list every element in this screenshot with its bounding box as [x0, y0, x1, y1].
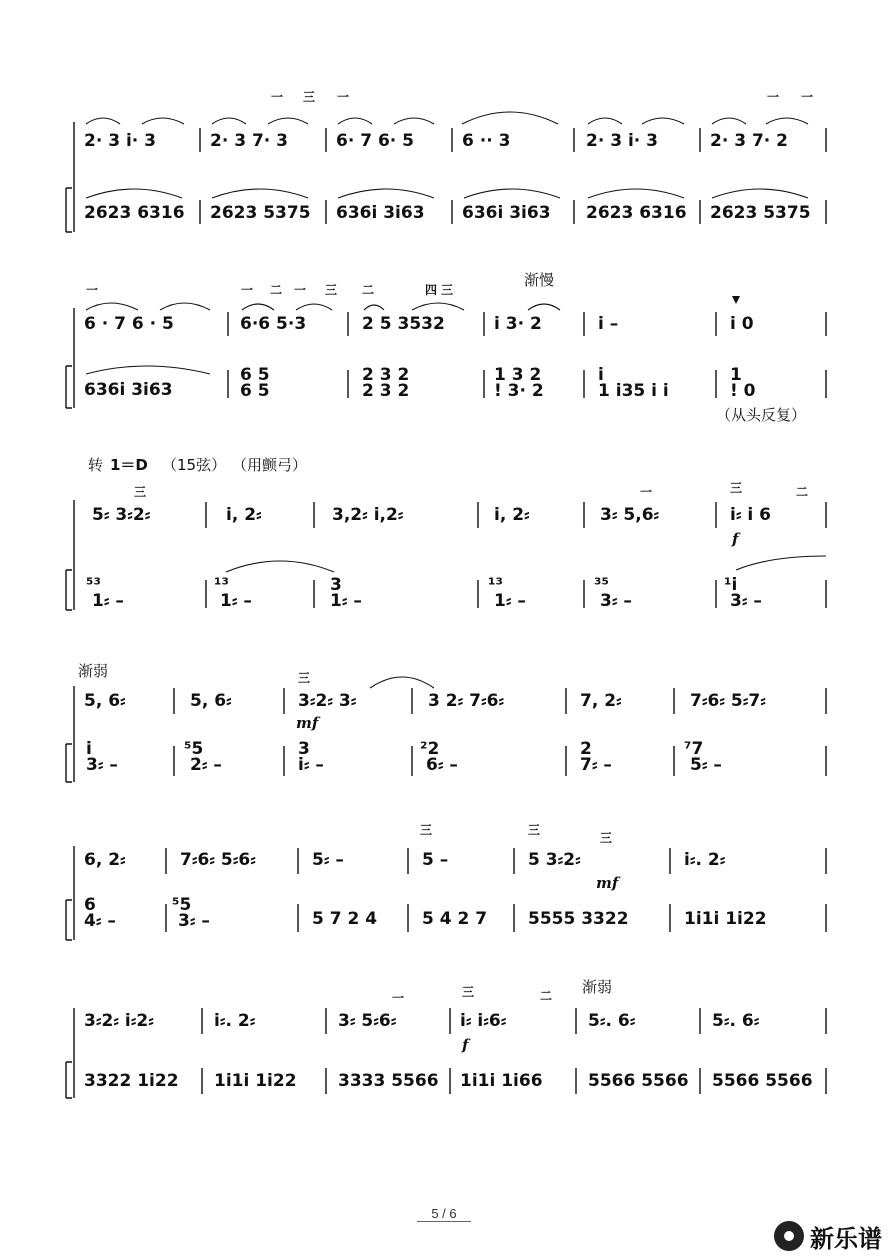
technique-note: （用颤弓） [232, 456, 308, 474]
measure: 6 5 [240, 365, 270, 385]
measure: 4⸗ – [84, 911, 116, 931]
tie [370, 677, 434, 688]
measure: 3322 1i22 [84, 1071, 179, 1091]
measure: 7⸗6⸗ 5⸗6⸗ [180, 850, 256, 870]
key-signature: 1＝D [110, 456, 148, 474]
measure: ⁵5 [184, 739, 204, 759]
fingering-mark: 三 [441, 283, 454, 297]
fingering-mark: 一 [337, 90, 350, 104]
bar-lines [166, 848, 826, 874]
measure: ¹i [724, 575, 738, 595]
fingering-mark: 一 [801, 90, 814, 104]
measure: 3⸗ – [178, 911, 210, 931]
fingering-mark: 三 [298, 671, 311, 685]
measure: 6, 2⸗ [84, 850, 126, 870]
measure: 5 7 2 4 [312, 909, 378, 929]
fingering-mark: 二 [796, 485, 809, 499]
lower-bracket [66, 1062, 72, 1098]
measure: i 3· 2 [494, 314, 542, 334]
measure: 2 3 2 [362, 381, 410, 401]
upper-staff-row-1 [84, 112, 826, 152]
system-row-6 [66, 978, 826, 1098]
lower-staff-row-5 [84, 895, 826, 932]
measure: 6 5 [240, 381, 270, 401]
measure: 5⸗ 3⸗2⸗ [92, 505, 151, 525]
fingering-mark: 一 [271, 90, 284, 104]
fingering-mark: 三 [303, 90, 316, 104]
measure: 1⸗ – [220, 591, 252, 611]
measure: 5 4 2 7 [422, 909, 488, 929]
measure: 5 3⸗2⸗ [528, 850, 581, 870]
dynamic-forte: f [732, 530, 739, 548]
measure: i⸗. 2⸗ [684, 850, 726, 870]
measure: 5, 6⸗ [84, 691, 126, 711]
measure: 5555 3322 [528, 909, 629, 929]
measure: 1⸗ – [330, 591, 362, 611]
measure: i 0 [730, 314, 754, 334]
measure: ! 0 [730, 381, 756, 401]
measure: 2⸗ – [190, 755, 222, 775]
lower-staff-row-3 [86, 556, 826, 611]
accent-mark [732, 296, 740, 304]
tempo-marking: 渐慢 [524, 271, 555, 289]
site-name: 新乐谱 [810, 1224, 882, 1253]
measure: 5566 5566 [712, 1071, 813, 1091]
measure: 2623 6316 [84, 203, 185, 223]
measure: 5⸗ – [690, 755, 722, 775]
fingering-mark: 一 [294, 283, 307, 297]
measure: 1 3 2 [494, 365, 542, 385]
measure: 1⸗ – [92, 591, 124, 611]
upper-staff-row-4 [84, 677, 826, 732]
measure: 5⸗. 6⸗ [712, 1011, 760, 1031]
measure: 2· 3 7· 3 [210, 131, 288, 151]
lower-bracket [66, 366, 72, 408]
measure: ⁵5 [172, 895, 192, 915]
measure: 3⸗ – [86, 755, 118, 775]
measure: 1i1i 1i66 [460, 1071, 543, 1091]
bar-lines [174, 746, 826, 776]
measure: 2· 3 i· 3 [84, 131, 156, 151]
fingering-mark: 一 [767, 90, 780, 104]
slur-group [86, 112, 808, 124]
site-logo [774, 1218, 882, 1254]
page-number [0, 1206, 888, 1221]
record-disc-icon [774, 1221, 804, 1251]
measure: 2 5 3532 [362, 314, 445, 334]
lower-bracket [66, 744, 72, 782]
upper-staff-row-5 [84, 848, 826, 892]
fingering-mark: 一 [640, 485, 653, 499]
measure: 3⸗ 5,6⸗ [600, 505, 660, 525]
measure: 2623 6316 [586, 203, 687, 223]
fingering-mark: 三 [420, 823, 433, 837]
measure: ¹³ [214, 575, 229, 595]
upper-staff-row-3 [92, 502, 826, 548]
lower-staff-row-1 [84, 189, 826, 224]
measure: ¹³ [488, 575, 503, 595]
slur-group [86, 189, 808, 198]
measure: 636i 3i63 [462, 203, 551, 223]
measure: 3 [330, 575, 342, 595]
measure: i, 2⸗ [226, 505, 262, 525]
upper-staff-row-2 [84, 303, 826, 336]
fingering-mark: 三 [528, 823, 541, 837]
slur-group [86, 303, 560, 310]
measure: 2623 5375 [710, 203, 811, 223]
lower-staff-row-2 [84, 365, 826, 401]
slur [86, 366, 210, 374]
measure: 3333 5566 [338, 1071, 439, 1091]
measure: 636i 3i63 [84, 380, 173, 400]
measure: i⸗. 2⸗ [214, 1011, 256, 1031]
measure: 6· 7 6· 5 [336, 131, 414, 151]
measure: i [86, 739, 92, 759]
measure: 1⸗ – [494, 591, 526, 611]
measure: 1i1i 1i22 [684, 909, 767, 929]
system-row-3 [66, 456, 826, 611]
measure: 3⸗ – [730, 591, 762, 611]
measure: i⸗ i 6 [730, 505, 771, 525]
fingering-mark: 四 [425, 283, 438, 297]
dynamic-forte: f [462, 1036, 469, 1054]
fingering-mark: 二 [540, 989, 553, 1003]
measure: 3,2⸗ i,2⸗ [332, 505, 404, 525]
fingering-mark: 二 [362, 283, 375, 297]
repeat-instruction: （从头反复） [716, 406, 807, 424]
measure: 6 [84, 895, 96, 915]
dynamic-mezzo-forte: mf [296, 714, 319, 732]
measure: 6·6 5·3 [240, 314, 307, 334]
measure: ! 3· 2 [494, 381, 544, 401]
measure: i – [598, 314, 619, 334]
page-number-text: 5 / 6 [417, 1206, 470, 1222]
measure: 3 2⸗ 7⸗6⸗ [428, 691, 505, 711]
measure: 2 [580, 739, 592, 759]
measure: 5566 5566 [588, 1071, 689, 1091]
system-row-4 [66, 662, 826, 782]
measure: 2623 5375 [210, 203, 311, 223]
measure: 6 ·· 3 [462, 131, 511, 151]
string-count: （15弦） [162, 456, 227, 474]
measure: 2· 3 i· 3 [586, 131, 658, 151]
measure: 5⸗. 6⸗ [588, 1011, 636, 1031]
measure: 2· 3 7· 2 [710, 131, 788, 151]
measure: ⁵³ [86, 575, 101, 595]
fingering-mark: 三 [325, 283, 338, 297]
measure: 7⸗6⸗ 5⸗7⸗ [690, 691, 766, 711]
dynamic-mezzo-forte: mf [596, 874, 619, 892]
measure: 3⸗ 5⸗6⸗ [338, 1011, 397, 1031]
measure: 5 – [422, 850, 449, 870]
measure: ⁷7 [684, 739, 704, 759]
measure: ²2 [420, 739, 440, 759]
lower-staff-row-6 [84, 1068, 826, 1094]
measure: 7, 2⸗ [580, 691, 622, 711]
key-change-prefix: 转 [88, 456, 104, 474]
measure: ³⁵ [594, 575, 609, 595]
measure: 6⸗ – [426, 755, 458, 775]
measure: 1 [730, 365, 742, 385]
tie-group [226, 556, 826, 572]
measure: i, 2⸗ [494, 505, 530, 525]
system-row-5 [66, 823, 826, 940]
measure: i [598, 365, 604, 385]
dynamic-text: 渐弱 [582, 978, 613, 996]
fingering-mark: 一 [392, 991, 405, 1005]
fingering-mark: 三 [600, 831, 613, 845]
system-row-2 [66, 271, 826, 424]
measure: i⸗ i⸗6⸗ [460, 1011, 507, 1031]
fingering-mark: 三 [134, 485, 147, 499]
upper-staff-row-6 [84, 1008, 826, 1054]
measure: 6 · 7 6 · 5 [84, 314, 174, 334]
measure: i⸗ – [298, 755, 324, 775]
lower-bracket [66, 570, 72, 610]
system-row-1 [66, 90, 826, 232]
lower-staff-row-4 [86, 739, 826, 776]
measure: 636i 3i63 [336, 203, 425, 223]
measure: 3⸗ – [600, 591, 632, 611]
measure: 3 [298, 739, 310, 759]
fingering-mark: 二 [270, 283, 283, 297]
fingering-mark: 三 [730, 481, 743, 495]
dynamic-text: 渐弱 [78, 662, 109, 680]
measure: 3⸗2⸗ i⸗2⸗ [84, 1011, 154, 1031]
lower-bracket [66, 188, 72, 232]
measure: 1 i35 i i [598, 381, 669, 401]
fingering-mark: 一 [241, 283, 254, 297]
measure: 5, 6⸗ [190, 691, 232, 711]
fingering-mark: 一 [86, 283, 99, 297]
measure: 3⸗2⸗ 3⸗ [298, 691, 357, 711]
measure: 1i1i 1i22 [214, 1071, 297, 1091]
measure: 7⸗ – [580, 755, 612, 775]
lower-bracket [66, 900, 72, 940]
fingering-mark: 三 [462, 985, 475, 999]
measure: 2 3 2 [362, 365, 410, 385]
measure: 5⸗ – [312, 850, 344, 870]
